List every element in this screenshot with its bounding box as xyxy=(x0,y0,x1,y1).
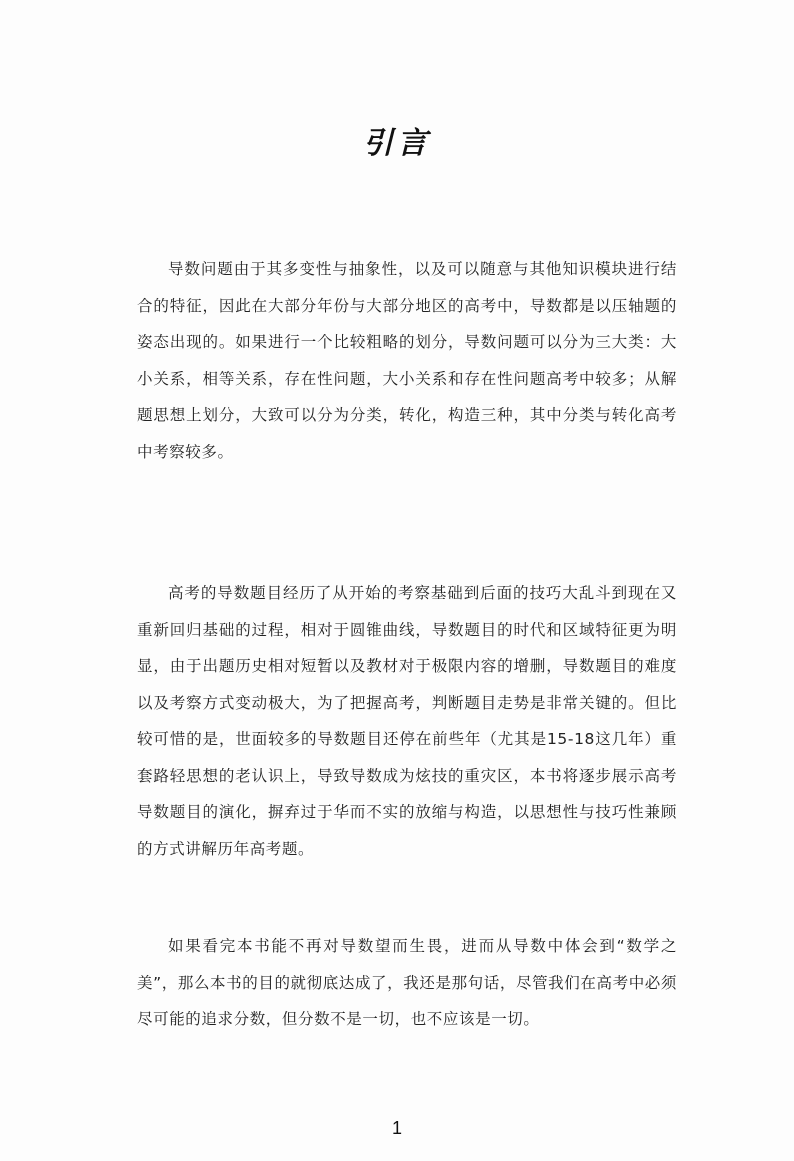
paragraph-history: 高考的导数题目经历了从开始的考察基础到后面的技巧大乱斗到现在又重新回归基础的过程，相对于圆锥曲线，导数题目的时代和区域特征更为明显，由于出题历史相对短暂以及教材对于极限内容的增删，导数题目的难度以及考察方式变动极大，为了把握高考，判断题目走势是非常关键的。但比较可惜的是，世面较多的导数题目还停在前些年（尤其是15-18这几年）重套路轻思想的老认识上，导致导数成为炫技的重灾区，本书将逐步展示高考导数题目的演化，摒弃过于华而不实的放缩与构造，以思想性与技巧性兼顾的方式讲解历年高考题。 xyxy=(137,584,677,858)
paragraph-intro: 导数问题由于其多变性与抽象性，以及可以随意与其他知识模块进行结合的特征，因此在大部分年份与大部分地区的高考中，导数都是以压轴题的姿态出现的。如果进行一个比较粗略的划分，导数问题可以分为三大类：大小关系，相等关系，存在性问题，大小关系和存在性问题高考中较多；从解题思想上划分，大致可以分为分类，转化，构造三种，其中分类与转化高考中考察较多。 xyxy=(137,260,677,461)
page-title: 引言 xyxy=(363,126,431,161)
page-number: 1 xyxy=(391,1118,402,1138)
paragraph-goal: 如果看完本书能不再对导数望而生畏，进而从导数中体会到“数学之美”，那么本书的目的就彻底达成了，我还是那句话，尽管我们在高考中必须尽可能的追求分数，但分数不是一切，也不应该是一切。 xyxy=(137,937,677,1028)
